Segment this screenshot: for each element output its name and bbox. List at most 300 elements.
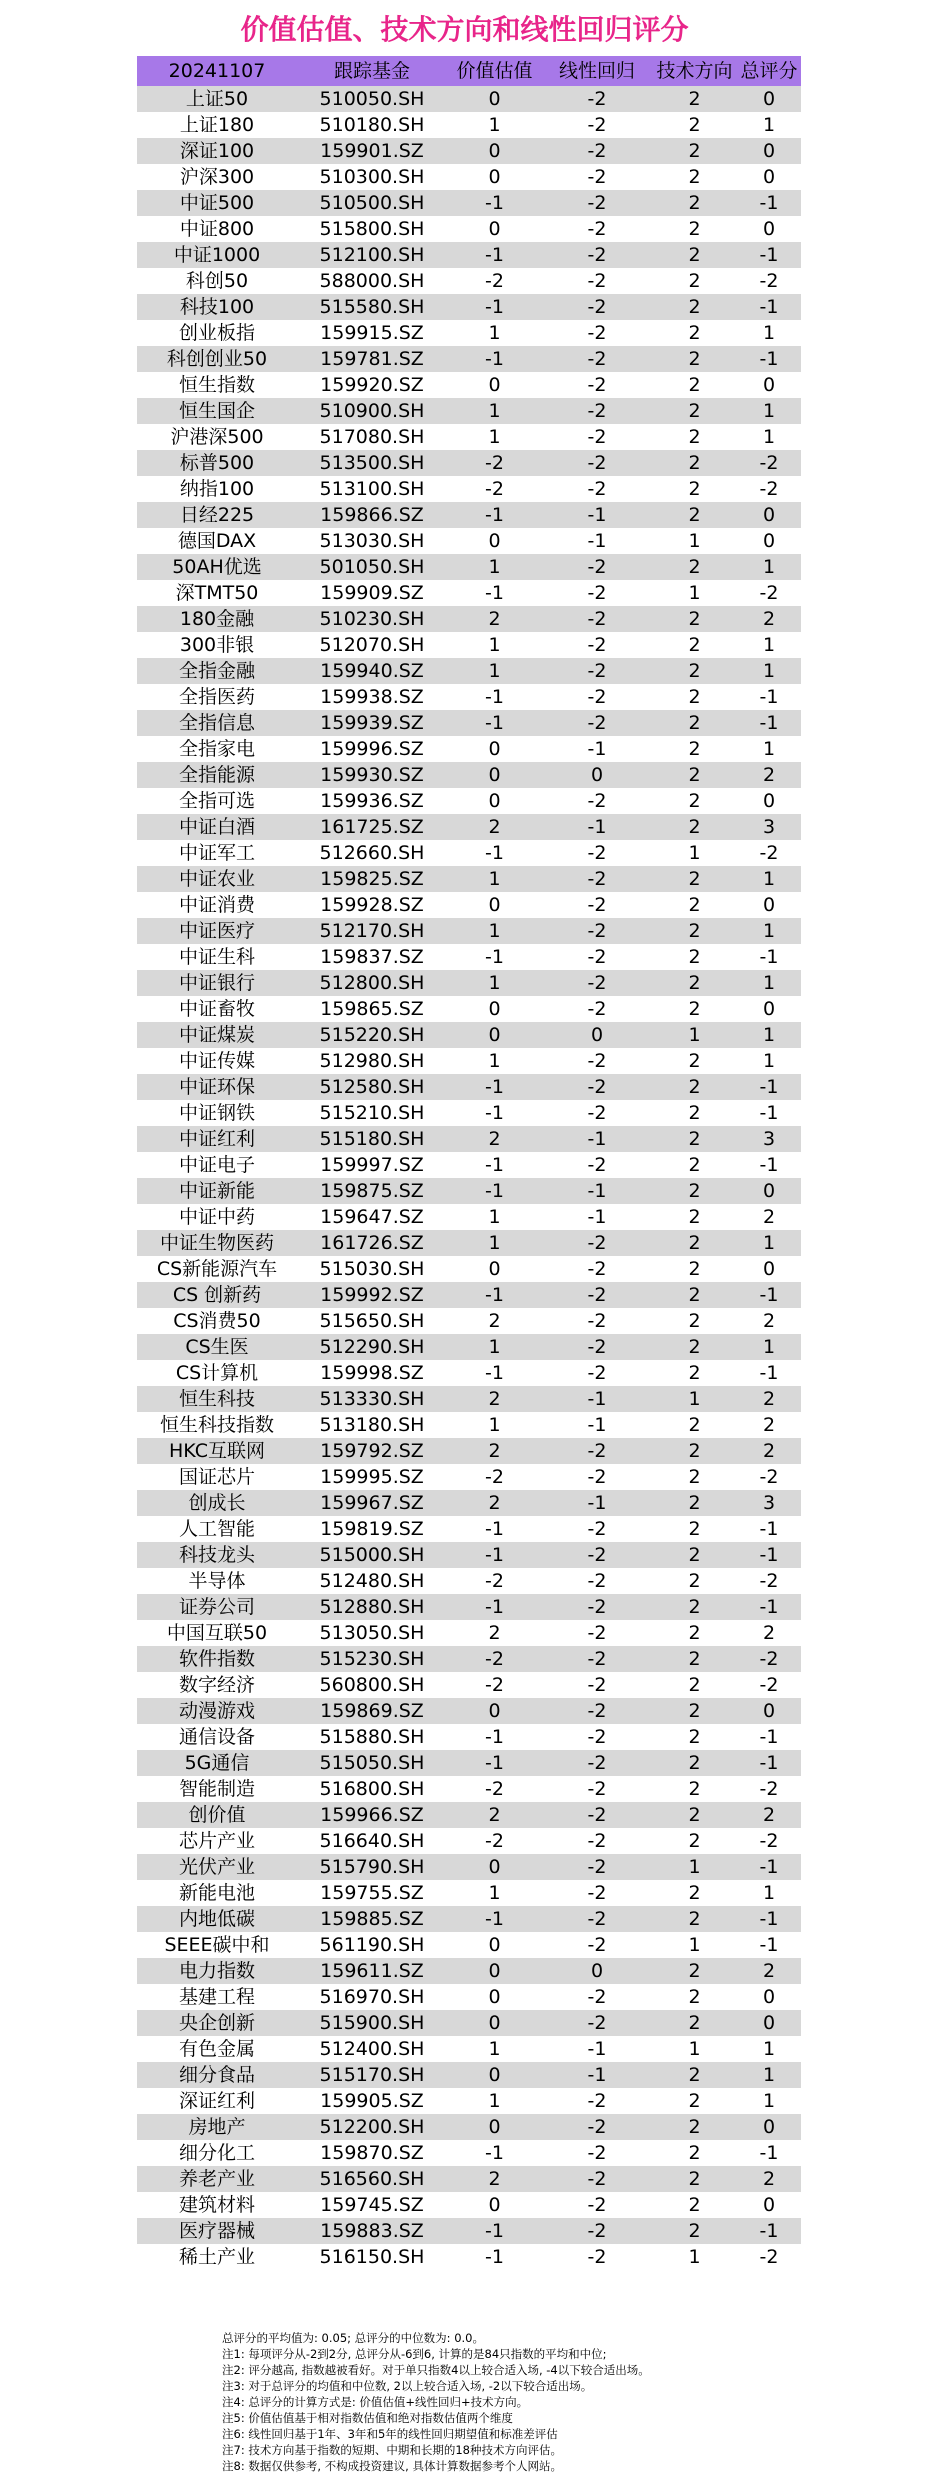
value-score: 1 [447,1412,542,1438]
table-row [137,1308,801,1334]
fund-code: 159611.SZ [297,1958,447,1984]
regression-score: -2 [542,294,652,320]
index-name: 5G通信 [137,1750,297,1776]
tech-score: 2 [652,320,737,346]
total-score: -2 [737,580,801,606]
total-score: -2 [737,1672,801,1698]
value-score: 1 [447,424,542,450]
value-score: -2 [447,1828,542,1854]
fund-code: 512980.SH [297,1048,447,1074]
tech-score: 1 [652,580,737,606]
fund-code: 515030.SH [297,1256,447,1282]
value-score: -1 [447,710,542,736]
tech-score: 2 [652,892,737,918]
value-score: -1 [447,294,542,320]
value-score: 1 [447,1880,542,1906]
tech-score: 1 [652,1932,737,1958]
total-score: 0 [737,372,801,398]
regression-score: -2 [542,138,652,164]
fund-code: 159825.SZ [297,866,447,892]
index-name: 中证500 [137,190,297,216]
table-row [137,1906,801,1932]
value-score: 2 [447,606,542,632]
tech-score: 2 [652,450,737,476]
table-row [137,1594,801,1620]
total-score: 3 [737,1126,801,1152]
regression-score: -2 [542,1230,652,1256]
table-row [137,736,801,762]
fund-code: 513330.SH [297,1386,447,1412]
tech-score: 2 [652,1802,737,1828]
total-score: -1 [737,2218,801,2244]
value-score: 1 [447,658,542,684]
regression-score: -2 [542,1906,652,1932]
table-row [137,1672,801,1698]
table-row [137,1126,801,1152]
table-row [137,1568,801,1594]
tech-score: 1 [652,1022,737,1048]
regression-score: -2 [542,892,652,918]
tech-score: 2 [652,1542,737,1568]
fund-code: 517080.SH [297,424,447,450]
header-row [137,56,801,86]
fund-code: 161726.SZ [297,1230,447,1256]
regression-score: -2 [542,1802,652,1828]
tech-score: 2 [652,1204,737,1230]
note-line: 注2: 评分越高, 指数越被看好。对于单只指数4以上较合适入场, -4以下较合适出场。 [222,2363,650,2377]
tech-score: 2 [652,554,737,580]
tech-score: 2 [652,1880,737,1906]
fund-code: 159866.SZ [297,502,447,528]
value-score: 1 [447,1230,542,1256]
table-row [137,840,801,866]
tech-score: 2 [652,1126,737,1152]
fund-code: 512290.SH [297,1334,447,1360]
fund-code: 512580.SH [297,1074,447,1100]
table-row [137,996,801,1022]
total-score: -2 [737,2244,801,2270]
fund-code: 159755.SZ [297,1880,447,1906]
fund-code: 159939.SZ [297,710,447,736]
regression-score: 0 [542,1022,652,1048]
index-name: 全指信息 [137,710,297,736]
table-row [137,424,801,450]
tech-score: 2 [652,1594,737,1620]
regression-score: -2 [542,476,652,502]
value-score: 0 [447,1022,542,1048]
fund-code: 159837.SZ [297,944,447,970]
fund-code: 510500.SH [297,190,447,216]
regression-score: -2 [542,1282,652,1308]
index-name: 新能电池 [137,1880,297,1906]
table-row [137,242,801,268]
value-score: -1 [447,1074,542,1100]
value-score: 0 [447,1854,542,1880]
tech-score: 2 [652,814,737,840]
regression-score: -2 [542,1438,652,1464]
fund-code: 159996.SZ [297,736,447,762]
total-score: 0 [737,1984,801,2010]
index-name: 纳指100 [137,476,297,502]
table-row [137,476,801,502]
index-name: 300非银 [137,632,297,658]
total-score: 1 [737,320,801,346]
regression-score: -2 [542,1542,652,1568]
table-row [137,1386,801,1412]
index-name: 全指家电 [137,736,297,762]
tech-score: 2 [652,216,737,242]
value-score: -1 [447,1178,542,1204]
index-name: 中证农业 [137,866,297,892]
total-score: 0 [737,996,801,1022]
table-row [137,450,801,476]
regression-score: -2 [542,1854,652,1880]
total-score: 0 [737,86,801,112]
regression-score: -2 [542,2192,652,2218]
regression-score: -2 [542,1932,652,1958]
regression-score: -2 [542,1334,652,1360]
index-name: 有色金属 [137,2036,297,2062]
value-score: 2 [447,1438,542,1464]
total-score: -2 [737,476,801,502]
value-score: 0 [447,2062,542,2088]
table-row [137,1932,801,1958]
fund-code: 159781.SZ [297,346,447,372]
index-name: 光伏产业 [137,1854,297,1880]
fund-code: 159819.SZ [297,1516,447,1542]
total-score: -1 [737,2140,801,2166]
regression-score: -1 [542,2036,652,2062]
table-row [137,2114,801,2140]
fund-code: 515230.SH [297,1646,447,1672]
index-name: 中证生物医药 [137,1230,297,1256]
table-row [137,892,801,918]
value-score: -1 [447,1282,542,1308]
index-name: 创成长 [137,1490,297,1516]
total-score: 0 [737,788,801,814]
index-name: CS新能源汽车 [137,1256,297,1282]
note-line: 注6: 线性回归基于1年、3年和5年的线性回归期望值和标准差评估 [222,2427,558,2441]
fund-code: 159967.SZ [297,1490,447,1516]
total-score: 1 [737,1022,801,1048]
regression-score: -2 [542,1464,652,1490]
tech-score: 1 [652,2036,737,2062]
tech-score: 2 [652,1438,737,1464]
tech-score: 2 [652,710,737,736]
total-score: 2 [737,1386,801,1412]
fund-code: 159930.SZ [297,762,447,788]
total-score: -1 [737,1750,801,1776]
total-score: -1 [737,710,801,736]
total-score: 1 [737,112,801,138]
tech-score: 2 [652,190,737,216]
regression-score: -2 [542,242,652,268]
table-row [137,1958,801,1984]
tech-score: 2 [652,1568,737,1594]
index-name: 中证煤炭 [137,1022,297,1048]
tech-score: 2 [652,1256,737,1282]
index-name: 中证银行 [137,970,297,996]
table-row [137,216,801,242]
table-row [137,1074,801,1100]
fund-code: 561190.SH [297,1932,447,1958]
regression-score: -2 [542,2166,652,2192]
value-score: -1 [447,1594,542,1620]
value-score: 0 [447,996,542,1022]
total-score: -1 [737,242,801,268]
regression-score: -2 [542,1308,652,1334]
table-row [137,528,801,554]
regression-score: -2 [542,2114,652,2140]
fund-code: 159936.SZ [297,788,447,814]
table-row [137,1490,801,1516]
regression-score: -2 [542,2218,652,2244]
index-name: 恒生科技指数 [137,1412,297,1438]
total-score: 0 [737,164,801,190]
total-score: -1 [737,1542,801,1568]
fund-code: 515650.SH [297,1308,447,1334]
tech-score: 2 [652,684,737,710]
index-name: 稀土产业 [137,2244,297,2270]
total-score: -2 [737,268,801,294]
total-score: -2 [737,1646,801,1672]
fund-code: 515000.SH [297,1542,447,1568]
table-row [137,1542,801,1568]
table-row [137,1438,801,1464]
fund-code: 512660.SH [297,840,447,866]
fund-code: 159997.SZ [297,1152,447,1178]
tech-score: 2 [652,112,737,138]
value-score: 2 [447,1308,542,1334]
header-regression-score: 线性回归 [542,56,652,86]
index-name: 全指可选 [137,788,297,814]
regression-score: -1 [542,1490,652,1516]
note-line: 注7: 技术方向基于指数的短期、中期和长期的18种技术方向评估。 [222,2443,562,2457]
tech-score: 2 [652,970,737,996]
fund-code: 512800.SH [297,970,447,996]
value-score: -1 [447,1360,542,1386]
regression-score: -2 [542,1828,652,1854]
note-line: 注4: 总评分的计算方式是: 价值估值+线性回归+技术方向。 [222,2395,529,2409]
regression-score: -1 [542,2062,652,2088]
table-row [137,1724,801,1750]
tech-score: 2 [652,294,737,320]
total-score: 1 [737,2088,801,2114]
table-row [137,1360,801,1386]
table-row [137,1984,801,2010]
value-score: 1 [447,632,542,658]
total-score: -1 [737,1152,801,1178]
total-score: 2 [737,606,801,632]
table-row [137,86,801,112]
fund-code: 515900.SH [297,2010,447,2036]
total-score: 3 [737,814,801,840]
total-score: -2 [737,840,801,866]
regression-score: -2 [542,1646,652,1672]
regression-score: -2 [542,112,652,138]
tech-score: 2 [652,762,737,788]
index-name: 深证100 [137,138,297,164]
fund-code: 159938.SZ [297,684,447,710]
index-name: 细分食品 [137,2062,297,2088]
value-score: 0 [447,1958,542,1984]
table-row [137,1854,801,1880]
fund-code: 161725.SZ [297,814,447,840]
value-score: -1 [447,1516,542,1542]
index-name: 半导体 [137,1568,297,1594]
total-score: 1 [737,554,801,580]
value-score: 0 [447,762,542,788]
value-score: 0 [447,164,542,190]
fund-code: 159875.SZ [297,1178,447,1204]
total-score: 1 [737,424,801,450]
tech-score: 2 [652,2218,737,2244]
index-name: 电力指数 [137,1958,297,1984]
value-score: -2 [447,476,542,502]
tech-score: 2 [652,1308,737,1334]
fund-code: 510180.SH [297,112,447,138]
tech-score: 2 [652,86,737,112]
regression-score: -2 [542,216,652,242]
total-score: 0 [737,1178,801,1204]
table-row [137,268,801,294]
fund-code: 515800.SH [297,216,447,242]
table-row [137,1464,801,1490]
index-name: 沪深300 [137,164,297,190]
regression-score: -2 [542,86,652,112]
tech-score: 2 [652,736,737,762]
regression-score: -2 [542,970,652,996]
index-name: CS 创新药 [137,1282,297,1308]
fund-code: 515180.SH [297,1126,447,1152]
tech-score: 1 [652,528,737,554]
index-name: 养老产业 [137,2166,297,2192]
tech-score: 2 [652,242,737,268]
regression-score: -2 [542,1620,652,1646]
index-name: CS计算机 [137,1360,297,1386]
value-score: -1 [447,1724,542,1750]
fund-code: 510900.SH [297,398,447,424]
fund-code: 159992.SZ [297,1282,447,1308]
table-row [137,372,801,398]
value-score: 2 [447,1386,542,1412]
value-score: 2 [447,814,542,840]
index-name: 创价值 [137,1802,297,1828]
index-name: 中证红利 [137,1126,297,1152]
index-name: 科技100 [137,294,297,320]
regression-score: -2 [542,2088,652,2114]
value-score: -1 [447,1750,542,1776]
index-name: 沪港深500 [137,424,297,450]
value-score: 2 [447,2166,542,2192]
regression-score: -2 [542,372,652,398]
fund-code: 513180.SH [297,1412,447,1438]
table-row [137,788,801,814]
fund-code: 510230.SH [297,606,447,632]
table-row [137,684,801,710]
tech-score: 2 [652,2062,737,2088]
index-name: 动漫游戏 [137,1698,297,1724]
total-score: 0 [737,2114,801,2140]
regression-score: -2 [542,1776,652,1802]
index-name: 基建工程 [137,1984,297,2010]
total-score: -1 [737,1516,801,1542]
regression-score: -2 [542,606,652,632]
value-score: 1 [447,866,542,892]
value-score: 2 [447,1802,542,1828]
table-row [137,2244,801,2270]
total-score: -1 [737,1724,801,1750]
total-score: 2 [737,1958,801,1984]
table-row [137,1776,801,1802]
regression-score: -2 [542,1074,652,1100]
index-name: 央企创新 [137,2010,297,2036]
tech-score: 2 [652,632,737,658]
tech-score: 2 [652,2114,737,2140]
header-tech-score: 技术方向 [652,56,737,86]
regression-score: -2 [542,268,652,294]
value-score: -1 [447,580,542,606]
index-name: 深TMT50 [137,580,297,606]
index-name: 全指能源 [137,762,297,788]
total-score: 1 [737,866,801,892]
index-name: 科创50 [137,268,297,294]
index-name: 上证50 [137,86,297,112]
regression-score: -1 [542,814,652,840]
value-score: -1 [447,2140,542,2166]
table-row [137,112,801,138]
index-name: 中证钢铁 [137,1100,297,1126]
value-score: 2 [447,1620,542,1646]
value-score: 1 [447,918,542,944]
regression-score: -2 [542,398,652,424]
regression-score: 0 [542,762,652,788]
table-row [137,346,801,372]
index-name: 标普500 [137,450,297,476]
total-score: -1 [737,1932,801,1958]
regression-score: -2 [542,190,652,216]
total-score: -1 [737,1360,801,1386]
total-score: 1 [737,2062,801,2088]
total-score: 1 [737,1230,801,1256]
header-fund: 跟踪基金 [297,56,447,86]
total-score: 0 [737,502,801,528]
fund-code: 512200.SH [297,2114,447,2140]
tech-score: 1 [652,840,737,866]
note-line: 注8: 数据仅供参考, 不构成投资建议, 具体计算数据参考个人网站。 [222,2459,562,2473]
tech-score: 2 [652,1464,737,1490]
table-row [137,814,801,840]
table-row [137,398,801,424]
table-row [137,2140,801,2166]
tech-score: 2 [652,1334,737,1360]
regression-score: -2 [542,580,652,606]
index-name: 德国DAX [137,528,297,554]
note-line: 注3: 对于总评分的均值和中位数, 2以上较合适入场, -2以下较合适出场。 [222,2379,593,2393]
value-score: -1 [447,684,542,710]
total-score: 0 [737,1256,801,1282]
table-row [137,294,801,320]
fund-code: 515790.SH [297,1854,447,1880]
regression-score: -1 [542,1178,652,1204]
total-score: 2 [737,1802,801,1828]
regression-score: -2 [542,710,652,736]
index-name: 恒生指数 [137,372,297,398]
fund-code: 512070.SH [297,632,447,658]
total-score: -2 [737,1464,801,1490]
index-name: 房地产 [137,2114,297,2140]
regression-score: -2 [542,320,652,346]
